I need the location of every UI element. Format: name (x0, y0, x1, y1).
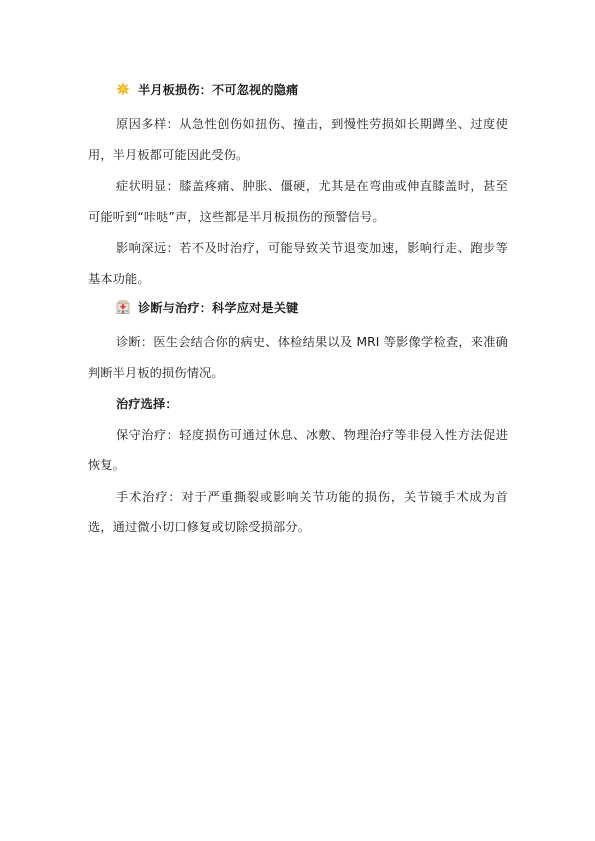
paragraph-causes: 原因多样：从急性创伤如扭伤、撞击，到慢性劳损如长期蹲坐、过度使用，半月板都可能因此受伤。 (88, 117, 508, 162)
treatment-options-heading: 治疗选择： (116, 397, 178, 411)
hospital-icon (116, 300, 130, 314)
section-heading-meniscus (116, 78, 508, 100)
article-body (88, 78, 508, 544)
section-title: 半月板损伤：不可忽视的隐痛 (138, 82, 299, 97)
paragraph-surgical-treatment: 手术治疗：对于严重撕裂或影响关节功能的损伤，关节镜手术成为首选，通过微小切口修复或切除受损部分。 (88, 489, 508, 534)
paragraph-symptoms: 症状明显：膝盖疼痛、肿胀、僵硬，尤其是在弯曲或伸直膝盖时，甚至可能听到“咔哒”声，这些都是半月板损伤的预警信号。 (88, 179, 508, 224)
paragraph-impact: 影响深远：若不及时治疗，可能导致关节退变加速，影响行走、跑步等基本功能。 (88, 241, 508, 286)
paragraph-conservative-treatment: 保守治疗：轻度损伤可通过休息、冰敷、物理治疗等非侵入性方法促进恢复。 (88, 427, 508, 472)
collision-icon (116, 82, 130, 96)
section-title: 诊断与治疗：科学应对是关键 (138, 300, 299, 315)
paragraph-diagnosis: 诊断：医生会结合你的病史、体检结果以及 MRI 等影像学检查，来准确判断半月板的损伤情况。 (88, 335, 508, 380)
section-heading-diagnosis (116, 296, 508, 318)
